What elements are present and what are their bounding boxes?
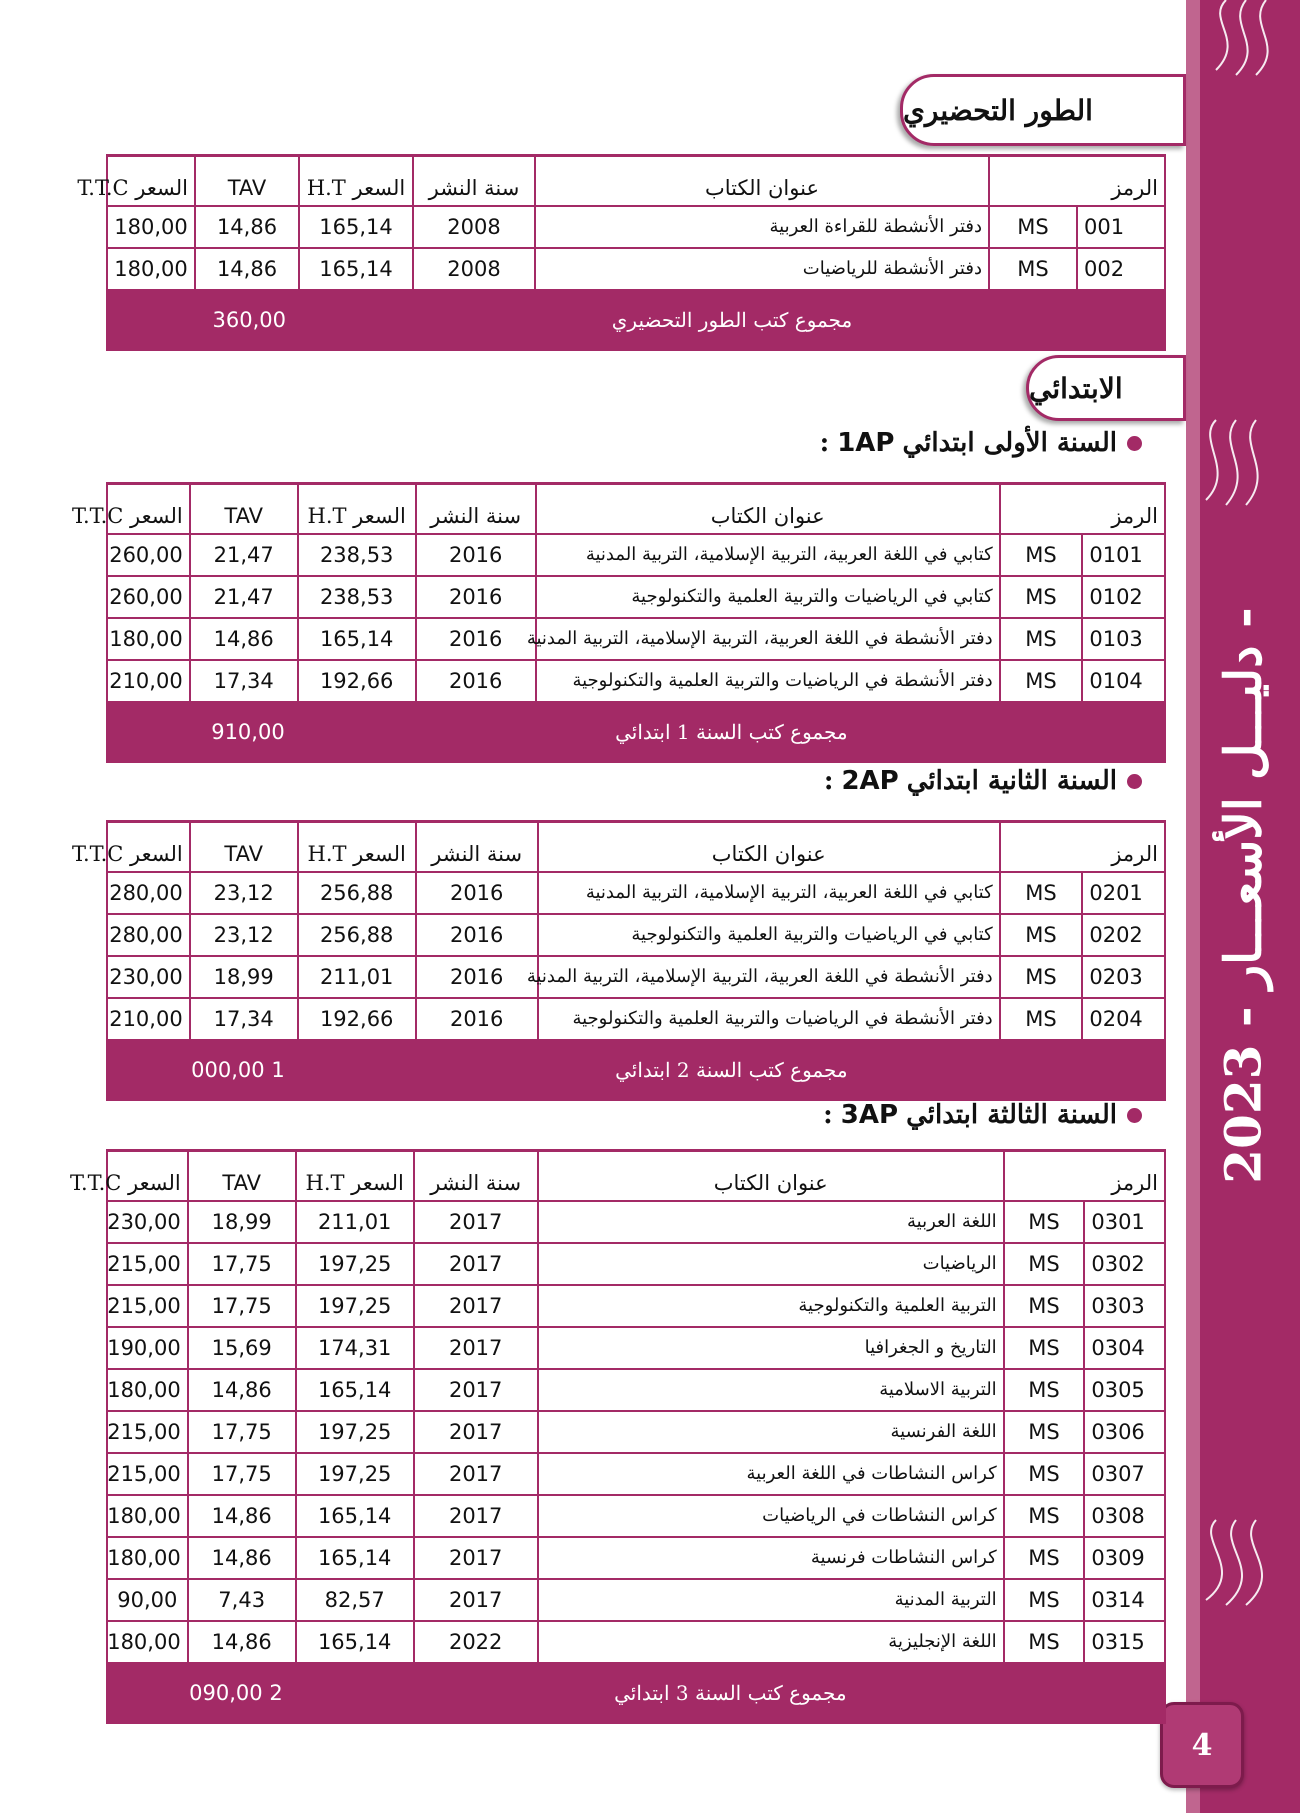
row-code: 0202: [1082, 914, 1165, 956]
row-year: 2017: [414, 1285, 538, 1327]
row-ms: MS: [1004, 1537, 1085, 1579]
row-ms: MS: [1004, 1369, 1085, 1411]
row-year: 2017: [414, 1411, 538, 1453]
row-title: التربية المدنية: [538, 1579, 1004, 1621]
row-ht: 165,14: [296, 1369, 414, 1411]
row-year: 2008: [413, 206, 535, 248]
row-year: 2017: [414, 1453, 538, 1495]
col-ttc: السعر T.T.C: [107, 822, 190, 873]
row-tav: 21,47: [190, 576, 298, 618]
col-code: الرمز: [1000, 822, 1165, 873]
table-row: [107, 576, 1165, 618]
row-ms: MS: [1004, 1327, 1085, 1369]
row-code: 0302: [1084, 1243, 1165, 1285]
row-ms: MS: [1004, 1411, 1085, 1453]
subheading-code: 3AP: [840, 1100, 899, 1130]
subheading-3ap: [823, 1100, 1142, 1130]
row-year: 2016: [416, 956, 538, 998]
row-ttc: 215,00: [107, 1285, 188, 1327]
col-title: عنوان الكتاب: [538, 1151, 1004, 1202]
row-tav: 18,99: [188, 1201, 296, 1243]
row-tav: 14,86: [188, 1537, 296, 1579]
bullet-icon: [1127, 774, 1142, 789]
row-tav: 18,99: [190, 956, 298, 998]
subheading-1ap: [820, 428, 1142, 458]
col-ht: السعر H.T: [296, 1151, 414, 1202]
row-ttc: 180,00: [107, 1369, 188, 1411]
row-title: كتابي في الرياضيات والتربية العلمية والتكنولوجية: [538, 914, 1000, 956]
col-title: عنوان الكتاب: [538, 822, 1000, 873]
row-ht: 165,14: [296, 1621, 414, 1663]
row-ht: 192,66: [298, 660, 416, 702]
row-year: 2017: [414, 1243, 538, 1285]
subheading-code: 2AP: [841, 766, 899, 796]
table-row: [107, 1243, 1165, 1285]
row-ttc: 215,00: [107, 1243, 188, 1285]
row-ttc: 260,00: [107, 576, 190, 618]
row-code: 0315: [1084, 1621, 1165, 1663]
row-title: دفتر الأنشطة في اللغة العربية، التربية الإسلامية، التربية المدنية: [538, 956, 1000, 998]
row-ms: MS: [1004, 1285, 1085, 1327]
row-ttc: 180,00: [107, 1621, 188, 1663]
row-tav: 17,34: [190, 660, 298, 702]
row-ttc: 190,00: [107, 1327, 188, 1369]
table-row: [107, 1285, 1165, 1327]
row-code: 0103: [1082, 618, 1165, 660]
row-year: 2008: [413, 248, 535, 290]
row-year: 2016: [416, 618, 536, 660]
row-title: دفتر الأنشطة في الرياضيات والتربية العلمية والتكنولوجية: [536, 660, 1000, 702]
row-code: 0201: [1082, 872, 1165, 914]
row-title: كراس النشاطات في الرياضيات: [538, 1495, 1004, 1537]
row-year: 2017: [414, 1537, 538, 1579]
subheading-colon: :: [819, 428, 830, 458]
col-code: الرمز: [1004, 1151, 1165, 1202]
row-ht: 211,01: [298, 956, 416, 998]
row-ht: 192,66: [298, 998, 416, 1040]
table-row: [107, 618, 1165, 660]
row-code: 0308: [1084, 1495, 1165, 1537]
col-tav: TAV: [190, 822, 298, 873]
row-ttc: 180,00: [107, 618, 190, 660]
row-ttc: 215,00: [107, 1453, 188, 1495]
table-row: [107, 1621, 1165, 1663]
row-title: كراس النشاطات في اللغة العربية: [538, 1453, 1004, 1495]
subheading-text: السنة الثانية ابتدائي: [906, 766, 1117, 796]
subheading-text: السنة الأولى ابتدائي: [902, 428, 1117, 458]
row-ms: MS: [1004, 1201, 1085, 1243]
row-tav: 23,12: [190, 914, 298, 956]
row-year: 2016: [416, 576, 536, 618]
row-tav: 17,75: [188, 1453, 296, 1495]
table-row: [107, 1327, 1165, 1369]
row-code: 0102: [1082, 576, 1165, 618]
table-header: [107, 484, 1165, 535]
row-ms: MS: [989, 206, 1077, 248]
row-tav: 17,75: [188, 1243, 296, 1285]
row-ms: MS: [1004, 1453, 1085, 1495]
table-row: [107, 956, 1165, 998]
total-label: مجموع كتب السنة 2 ابتدائي: [298, 1040, 1165, 1100]
section-tab-prep: [900, 74, 1186, 146]
row-ttc: 90,00: [107, 1579, 188, 1621]
row-year: 2017: [414, 1201, 538, 1243]
col-tav: TAV: [195, 156, 299, 207]
row-ht: 197,25: [296, 1285, 414, 1327]
page-number: 4: [1160, 1702, 1244, 1788]
row-ttc: 210,00: [107, 998, 190, 1040]
row-code: 002: [1077, 248, 1165, 290]
col-year: سنة النشر: [416, 822, 538, 873]
row-title: كتابي في اللغة العربية، التربية الإسلامية، التربية المدنية: [538, 872, 1000, 914]
table-header: [107, 1151, 1165, 1202]
table-row: [107, 1411, 1165, 1453]
row-code: 0104: [1082, 660, 1165, 702]
row-title: كتابي في اللغة العربية، التربية الإسلامية، التربية المدنية: [536, 534, 1000, 576]
row-ht: 165,14: [296, 1537, 414, 1579]
row-code: 0301: [1084, 1201, 1165, 1243]
row-year: 2017: [414, 1327, 538, 1369]
row-code: 0309: [1084, 1537, 1165, 1579]
row-ttc: 260,00: [107, 534, 190, 576]
row-code: 0305: [1084, 1369, 1165, 1411]
row-title: دفتر الأنشطة في اللغة العربية، التربية الإسلامية، التربية المدنية: [536, 618, 1000, 660]
row-ttc: 210,00: [107, 660, 190, 702]
row-ht: 238,53: [298, 576, 416, 618]
total-row: [107, 1663, 1165, 1723]
row-title: دفتر الأنشطة للرياضيات: [535, 248, 989, 290]
subheading-text: السنة الثالثة ابتدائي: [906, 1100, 1117, 1130]
row-ms: MS: [1000, 998, 1083, 1040]
row-ht: 197,25: [296, 1411, 414, 1453]
row-year: 2017: [414, 1579, 538, 1621]
table-prep: [77, 154, 1166, 351]
row-ht: 165,14: [299, 248, 413, 290]
row-title: دفتر الأنشطة للقراءة العربية: [535, 206, 989, 248]
table-row: [107, 1495, 1165, 1537]
table-row: [107, 1201, 1165, 1243]
col-title: عنوان الكتاب: [535, 156, 989, 207]
col-ht: السعر H.T: [298, 484, 416, 535]
row-title: اللغة الإنجليزية: [538, 1621, 1004, 1663]
bullet-icon: [1127, 436, 1142, 451]
row-tav: 21,47: [190, 534, 298, 576]
table-row: [107, 534, 1165, 576]
row-tav: 7,43: [188, 1579, 296, 1621]
row-code: 0314: [1084, 1579, 1165, 1621]
table-header: [107, 156, 1165, 207]
row-tav: 17,34: [190, 998, 298, 1040]
row-ht: 165,14: [298, 618, 416, 660]
table-row: [107, 872, 1165, 914]
row-ttc: 230,00: [107, 1201, 188, 1243]
row-year: 2016: [416, 534, 536, 576]
row-code: 0101: [1082, 534, 1165, 576]
table-header: [107, 822, 1165, 873]
row-title: اللغة العربية: [538, 1201, 1004, 1243]
total-value: 1 000,00: [107, 1040, 298, 1100]
row-title: اللغة الفرنسية: [538, 1411, 1004, 1453]
col-year: سنة النشر: [413, 156, 535, 207]
row-ms: MS: [1004, 1621, 1085, 1663]
table-row: [107, 1453, 1165, 1495]
row-code: 0303: [1084, 1285, 1165, 1327]
row-ttc: 280,00: [107, 914, 190, 956]
row-ht: 82,57: [296, 1579, 414, 1621]
row-ht: 256,88: [298, 872, 416, 914]
row-code: 001: [1077, 206, 1165, 248]
total-label: مجموع كتب الطور التحضيري: [299, 290, 1165, 350]
row-ms: MS: [1000, 872, 1083, 914]
col-tav: TAV: [188, 1151, 296, 1202]
row-ttc: 230,00: [107, 956, 190, 998]
row-ms: MS: [1000, 618, 1083, 660]
subheading-colon: :: [823, 766, 834, 796]
row-tav: 17,75: [188, 1411, 296, 1453]
row-tav: 14,86: [195, 206, 299, 248]
row-tav: 17,75: [188, 1285, 296, 1327]
total-label: مجموع كتب السنة 1 ابتدائي: [298, 702, 1165, 762]
subheading-colon: :: [823, 1100, 833, 1130]
row-year: 2016: [416, 914, 538, 956]
row-ms: MS: [1000, 576, 1083, 618]
row-title: الرياضيات: [538, 1243, 1004, 1285]
total-row: [107, 702, 1165, 762]
row-title: التربية العلمية والتكنولوجية: [538, 1285, 1004, 1327]
total-row: [107, 1040, 1165, 1100]
row-tav: 15,69: [188, 1327, 296, 1369]
row-ttc: 180,00: [107, 206, 195, 248]
row-ht: 165,14: [296, 1495, 414, 1537]
row-title: كتابي في الرياضيات والتربية العلمية والتكنولوجية: [536, 576, 1000, 618]
row-ht: 197,25: [296, 1453, 414, 1495]
table-1ap: [72, 482, 1166, 763]
row-ms: MS: [1004, 1495, 1085, 1537]
table-row: [107, 1537, 1165, 1579]
col-title: عنوان الكتاب: [536, 484, 1000, 535]
total-value: 2 090,00: [107, 1663, 296, 1723]
row-ttc: 180,00: [107, 248, 195, 290]
table-row: [107, 1579, 1165, 1621]
row-ht: 174,31: [296, 1327, 414, 1369]
row-code: 0204: [1082, 998, 1165, 1040]
total-label: مجموع كتب السنة 3 ابتدائي: [296, 1663, 1165, 1723]
col-ttc: السعر T.T.C: [107, 156, 195, 207]
col-code: الرمز: [989, 156, 1165, 207]
col-ttc: السعر T.T.C: [107, 484, 190, 535]
total-value: 910,00: [107, 702, 298, 762]
row-ht: 238,53: [298, 534, 416, 576]
row-ms: MS: [989, 248, 1077, 290]
col-code: الرمز: [1000, 484, 1165, 535]
row-year: 2017: [414, 1495, 538, 1537]
row-title: التاريخ و الجغرافيا: [538, 1327, 1004, 1369]
row-tav: 14,86: [195, 248, 299, 290]
table-row: [107, 660, 1165, 702]
row-ms: MS: [1000, 914, 1083, 956]
row-year: 2016: [416, 872, 538, 914]
total-value: 360,00: [107, 290, 299, 350]
row-code: 0203: [1082, 956, 1165, 998]
row-year: 2016: [416, 660, 536, 702]
table-row: [107, 998, 1165, 1040]
row-tav: 14,86: [188, 1495, 296, 1537]
row-title: كراس النشاطات فرنسية: [538, 1537, 1004, 1579]
section-title-prep: الطور التحضيري: [903, 93, 1093, 127]
table-row: [107, 914, 1165, 956]
row-ms: MS: [1000, 534, 1083, 576]
section-title-primary: الابتدائي: [1029, 371, 1123, 405]
col-tav: TAV: [190, 484, 298, 535]
row-ms: MS: [1000, 956, 1083, 998]
row-ttc: 180,00: [107, 1537, 188, 1579]
row-title: دفتر الأنشطة في الرياضيات والتربية العلمية والتكنولوجية: [538, 998, 1000, 1040]
row-ht: 197,25: [296, 1243, 414, 1285]
row-ms: MS: [1000, 660, 1083, 702]
subheading-code: 1AP: [837, 428, 895, 458]
subheading-2ap: [824, 766, 1142, 796]
col-year: سنة النشر: [414, 1151, 538, 1202]
row-ttc: 280,00: [107, 872, 190, 914]
table-row: [107, 248, 1165, 290]
row-tav: 14,86: [188, 1369, 296, 1411]
row-ht: 256,88: [298, 914, 416, 956]
col-ht: السعر H.T: [299, 156, 413, 207]
total-row: [107, 290, 1165, 350]
row-year: 2022: [414, 1621, 538, 1663]
row-tav: 14,86: [190, 618, 298, 660]
row-code: 0304: [1084, 1327, 1165, 1369]
row-tav: 23,12: [190, 872, 298, 914]
row-code: 0307: [1084, 1453, 1165, 1495]
table-row: [107, 1369, 1165, 1411]
table-row: [107, 206, 1165, 248]
row-year: 2017: [414, 1369, 538, 1411]
col-year: سنة النشر: [416, 484, 536, 535]
row-ttc: 180,00: [107, 1495, 188, 1537]
row-ht: 165,14: [299, 206, 413, 248]
row-code: 0306: [1084, 1411, 1165, 1453]
bullet-icon: [1127, 1108, 1142, 1123]
side-title: دليـــل الأسعـــار - 2023 -: [1213, 606, 1273, 1184]
table-3ap: [70, 1149, 1166, 1724]
row-ttc: 215,00: [107, 1411, 188, 1453]
row-ht: 211,01: [296, 1201, 414, 1243]
row-title: التربية الاسلامية: [538, 1369, 1004, 1411]
row-year: 2016: [416, 998, 538, 1040]
col-ht: السعر H.T: [298, 822, 416, 873]
row-ms: MS: [1004, 1579, 1085, 1621]
section-tab-primary: [1026, 355, 1186, 421]
row-tav: 14,86: [188, 1621, 296, 1663]
table-2ap: [72, 820, 1166, 1101]
col-ttc: السعر T.T.C: [107, 1151, 188, 1202]
row-ms: MS: [1004, 1243, 1085, 1285]
